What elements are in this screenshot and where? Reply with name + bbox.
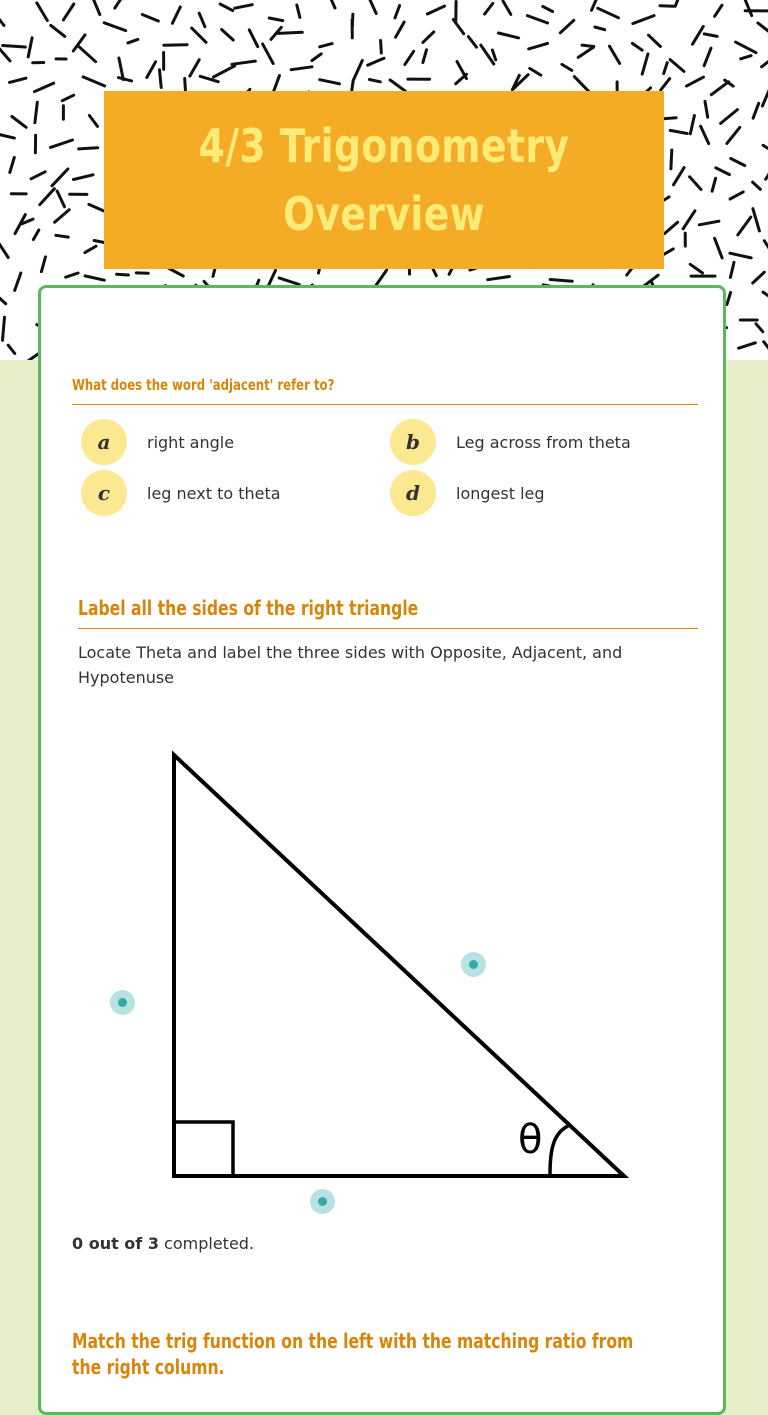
question-2-instructions: Locate Theta and label the three sides with Opposite, Adjacent, and Hypotenuse — [78, 640, 678, 690]
confetti-dash — [731, 159, 745, 166]
confetti-dash — [670, 130, 687, 133]
confetti-dash — [730, 262, 734, 277]
confetti-dash — [192, 28, 206, 42]
confetti-dash — [705, 101, 708, 117]
confetti-dash — [390, 80, 405, 91]
theta-symbol: θ — [518, 1117, 542, 1163]
confetti-dash — [85, 246, 96, 252]
confetti-dash — [468, 37, 476, 48]
confetti-dash — [62, 95, 73, 101]
confetti-dash — [0, 15, 4, 25]
confetti-dash — [79, 46, 96, 61]
choice-b[interactable] — [390, 419, 631, 465]
confetti-dash — [527, 16, 547, 23]
confetti-dash — [74, 175, 94, 180]
confetti-dash — [753, 209, 760, 231]
confetti-dash — [453, 20, 463, 34]
confetti-dash — [249, 30, 257, 47]
confetti-dash — [263, 44, 274, 64]
choice-c-letter: c — [81, 470, 127, 516]
confetti-dash — [405, 51, 414, 64]
confetti-dash — [699, 221, 719, 225]
confetti-dash — [753, 272, 765, 283]
confetti-dash — [92, 0, 100, 14]
hotspot-dot — [118, 998, 127, 1007]
progress-count: 0 out of 3 — [72, 1234, 159, 1253]
label-hotspot-vertical-side[interactable] — [110, 990, 135, 1015]
confetti-dash — [456, 74, 467, 84]
right-triangle-diagram — [41, 728, 729, 1198]
confetti-dash — [687, 77, 704, 86]
confetti-dash — [52, 169, 68, 186]
confetti-dash — [0, 295, 6, 304]
confetti-dash — [763, 292, 768, 299]
confetti-dash — [164, 45, 187, 46]
confetti-dash — [31, 172, 45, 179]
label-hotspot-bottom-side[interactable] — [310, 1189, 335, 1214]
question-1-prompt: What does the word 'adjacent' refer to? — [72, 376, 334, 394]
confetti-dash — [592, 0, 597, 10]
choice-c[interactable] — [81, 470, 281, 516]
confetti-dash — [562, 64, 572, 70]
confetti-dash — [83, 77, 105, 86]
confetti-dash — [160, 70, 162, 88]
confetti-dash — [730, 192, 743, 199]
confetti-dash — [41, 257, 45, 272]
confetti-dash — [0, 135, 14, 139]
confetti-dash — [690, 264, 702, 273]
confetti-dash — [381, 41, 382, 54]
confetti-dash — [715, 238, 723, 258]
confetti-dash — [578, 47, 593, 57]
choice-c-label: leg next to theta — [147, 484, 281, 503]
confetti-dash — [312, 54, 321, 61]
confetti-dash — [721, 110, 738, 124]
confetti-dash — [762, 55, 768, 67]
confetti-dash — [278, 32, 302, 33]
confetti-dash — [690, 116, 694, 134]
question-1-divider — [72, 404, 698, 405]
confetti-dash — [661, 79, 670, 90]
confetti-dash — [712, 178, 716, 191]
confetti-dash — [598, 8, 619, 18]
confetti-dash — [715, 5, 722, 16]
confetti-dash — [370, 0, 377, 14]
confetti-dash — [530, 68, 541, 75]
confetti-dash — [66, 273, 78, 277]
confetti-dash — [427, 6, 444, 14]
confetti-dash — [214, 66, 235, 77]
confetti-dash — [395, 6, 400, 18]
confetti-dash — [147, 62, 156, 78]
confetti-dash — [3, 46, 26, 48]
confetti-dash — [716, 168, 730, 175]
confetti-dash — [674, 168, 685, 185]
confetti-dash — [28, 38, 32, 57]
worksheet-card — [38, 285, 726, 1415]
confetti-dash — [12, 117, 26, 128]
choice-a[interactable] — [81, 419, 234, 465]
confetti-dash — [354, 61, 362, 79]
confetti-dash — [704, 34, 717, 37]
confetti-dash — [117, 274, 129, 275]
confetti-dash — [741, 56, 751, 59]
confetti-dash — [35, 83, 54, 92]
confetti-dash — [10, 157, 15, 172]
confetti-dash — [85, 276, 104, 280]
confetti-dash — [485, 3, 493, 14]
confetti-dash — [727, 292, 731, 304]
choice-d[interactable] — [390, 470, 545, 516]
confetti-dash — [291, 67, 312, 70]
confetti-dash — [582, 45, 594, 46]
confetti-dash — [492, 50, 495, 60]
right-angle-marker — [174, 1122, 233, 1176]
confetti-dash — [57, 191, 64, 207]
confetti-dash — [0, 243, 8, 258]
confetti-dash — [711, 82, 728, 95]
choice-d-letter: d — [390, 470, 436, 516]
confetti-dash — [8, 345, 15, 353]
confetti-dash — [185, 79, 186, 92]
confetti-dash — [762, 86, 768, 106]
confetti-dash — [560, 20, 574, 33]
confetti-dash — [297, 5, 300, 17]
confetti-dash — [55, 210, 70, 223]
confetti-dash — [610, 46, 620, 63]
confetti-dash — [753, 182, 761, 189]
confetti-dash — [756, 324, 763, 332]
confetti-dash — [172, 7, 180, 23]
confetti-dash — [649, 35, 661, 46]
confetti-dash — [3, 317, 5, 340]
confetti-dash — [738, 217, 751, 235]
confetti-dash — [15, 273, 21, 290]
confetti-dash — [423, 32, 434, 43]
confetti-dash — [671, 150, 672, 169]
hotspot-dot — [318, 1197, 327, 1206]
confetti-dash — [51, 140, 73, 147]
confetti-dash — [56, 235, 68, 237]
choice-a-letter: a — [81, 419, 127, 465]
confetti-dash — [232, 61, 256, 64]
confetti-dash — [595, 27, 605, 30]
triangle-outline — [174, 755, 624, 1176]
confetti-dash — [396, 22, 405, 37]
confetti-dash — [758, 23, 768, 34]
confetti-dash — [743, 0, 752, 16]
confetti-dash — [529, 43, 548, 49]
confetti-dash — [498, 33, 518, 38]
confetti-dash — [660, 6, 674, 7]
question-2-heading: Label all the sides of the right triangle — [78, 596, 418, 620]
confetti-dash — [633, 16, 654, 24]
confetti-dash — [701, 126, 709, 143]
confetti-dash — [329, 0, 335, 8]
progress-text — [72, 1234, 254, 1253]
confetti-dash — [690, 177, 701, 190]
confetti-dash — [665, 222, 678, 233]
confetti-dash — [727, 127, 740, 143]
confetti-dash — [235, 5, 253, 9]
confetti-dash — [376, 270, 386, 285]
confetti-dash — [683, 211, 695, 229]
confetti-dash — [481, 45, 494, 64]
confetti-dash — [115, 0, 124, 8]
confetti-dash — [279, 278, 299, 285]
confetti-dash — [764, 342, 768, 357]
confetti-dash — [753, 103, 759, 118]
confetti-dash — [320, 80, 340, 84]
confetti-dash — [763, 145, 768, 152]
confetti-dash — [550, 280, 572, 282]
confetti-dash — [739, 343, 756, 348]
choice-b-label: Leg across from theta — [456, 433, 631, 452]
question-3-heading: Match the trig function on the left with the matching ratio from the right column. — [72, 1328, 665, 1380]
confetti-dash — [190, 60, 199, 76]
choice-d-label: longest leg — [456, 484, 545, 503]
confetti-dash — [128, 39, 138, 43]
choice-b-letter: b — [390, 419, 436, 465]
hotspot-dot — [469, 960, 478, 969]
confetti-dash — [63, 4, 73, 20]
confetti-dash — [503, 1, 511, 14]
confetti-dash — [89, 116, 97, 127]
confetti-dash — [675, 0, 680, 6]
confetti-dash — [368, 58, 384, 65]
confetti-dash — [488, 277, 510, 280]
confetti-dash — [33, 230, 38, 240]
confetti-dash — [222, 30, 234, 41]
theta-angle-arc — [550, 1126, 568, 1174]
confetti-dash — [320, 44, 332, 47]
confetti-dash — [0, 47, 10, 61]
confetti-dash — [423, 50, 427, 63]
confetti-dash — [693, 26, 704, 44]
confetti-dash — [730, 253, 751, 258]
title-banner — [104, 91, 664, 269]
confetti-dash — [543, 6, 553, 11]
confetti-dash — [764, 241, 768, 254]
confetti-dash — [220, 4, 233, 11]
confetti-dash — [118, 78, 131, 81]
confetti-dash — [142, 15, 158, 22]
confetti-dash — [369, 80, 380, 82]
confetti-dash — [37, 3, 48, 21]
confetti-dash — [35, 102, 37, 122]
confetti-dash — [10, 78, 26, 82]
progress-suffix: completed. — [159, 1234, 254, 1253]
confetti-dash — [40, 189, 55, 205]
page-title: 4/3 Trigonometry Overview — [154, 112, 613, 248]
choice-a-label: right angle — [147, 433, 234, 452]
confetti-dash — [632, 43, 642, 50]
confetti-dash — [664, 63, 668, 74]
question-2-divider — [78, 628, 698, 629]
confetti-dash — [104, 23, 126, 31]
label-hotspot-hypotenuse[interactable] — [461, 952, 486, 977]
confetti-dash — [199, 13, 205, 27]
confetti-dash — [642, 54, 648, 74]
confetti-dash — [704, 48, 711, 65]
confetti-dash — [51, 25, 65, 36]
confetti-dash — [269, 18, 283, 21]
confetti-dash — [79, 148, 98, 149]
confetti-dash — [736, 42, 756, 53]
confetti-dash — [670, 60, 684, 72]
